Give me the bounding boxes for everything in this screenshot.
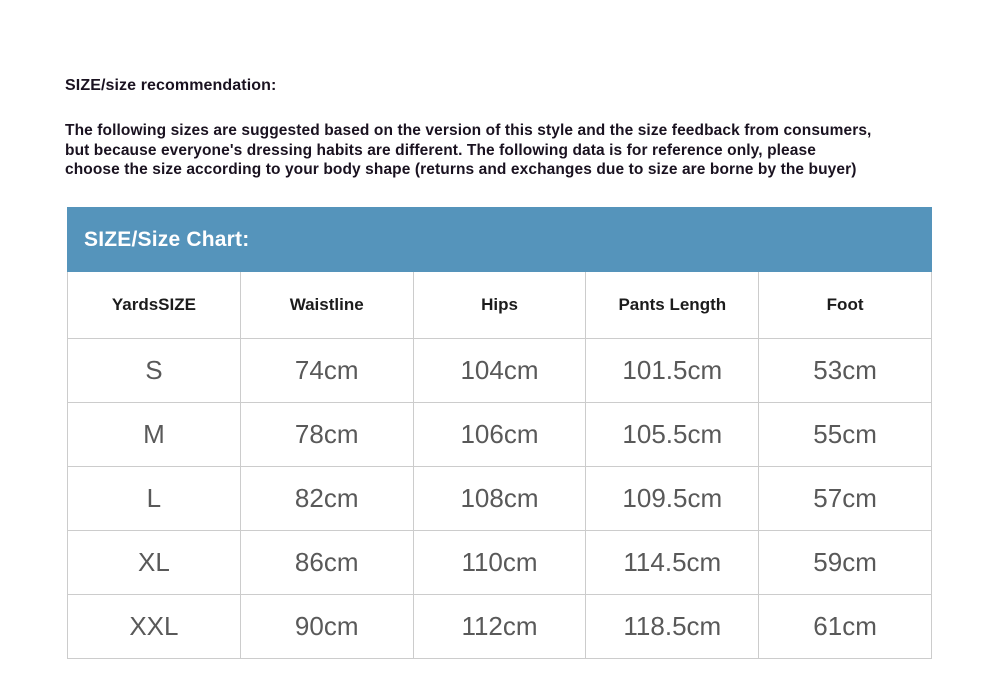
foot-cell: 53cm xyxy=(759,339,932,403)
recommendation-paragraph xyxy=(65,121,955,180)
hips-cell: 106cm xyxy=(413,403,586,467)
size-cell: L xyxy=(68,467,241,531)
waistline-cell: 82cm xyxy=(240,467,413,531)
waistline-cell: 74cm xyxy=(240,339,413,403)
hips-cell: 108cm xyxy=(413,467,586,531)
size-cell: S xyxy=(68,339,241,403)
pants-length-cell: 114.5cm xyxy=(586,531,759,595)
waistline-cell: 90cm xyxy=(240,595,413,659)
column-header-pants-length: Pants Length xyxy=(586,272,759,339)
hips-cell: 112cm xyxy=(413,595,586,659)
recommendation-line-2: but because everyone's dressing habits are different. The following data is for reference only, please xyxy=(65,141,816,159)
recommendation-line-1: The following sizes are suggested based on the version of this style and the size feedback from consumers, xyxy=(65,122,872,139)
size-table-header-row xyxy=(68,272,932,339)
hips-cell: 110cm xyxy=(413,531,586,595)
foot-cell: 57cm xyxy=(759,467,932,531)
pants-length-cell: 105.5cm xyxy=(586,403,759,467)
column-header-yards-size: YardsSIZE xyxy=(68,272,241,339)
recommendation-heading: SIZE/size recommendation: xyxy=(65,77,277,94)
waistline-cell: 86cm xyxy=(240,531,413,595)
column-header-waistline: Waistline xyxy=(240,272,413,339)
hips-cell: 104cm xyxy=(413,339,586,403)
size-cell: XL xyxy=(68,531,241,595)
table-row-xxl xyxy=(68,595,932,659)
pants-length-cell: 118.5cm xyxy=(586,595,759,659)
size-cell: M xyxy=(68,403,241,467)
foot-cell: 55cm xyxy=(759,403,932,467)
size-chart-title: SIZE/Size Chart: xyxy=(84,227,250,251)
recommendation-line-3: choose the size according to your body shape (returns and exchanges due to size are borne by the buyer) xyxy=(65,161,857,179)
table-row-xl xyxy=(68,531,932,595)
foot-cell: 61cm xyxy=(759,595,932,659)
size-cell: XXL xyxy=(68,595,241,659)
waistline-cell: 78cm xyxy=(240,403,413,467)
size-chart-title-bar xyxy=(67,207,932,272)
column-header-hips: Hips xyxy=(413,272,586,339)
column-header-foot: Foot xyxy=(759,272,932,339)
table-row-s xyxy=(68,339,932,403)
foot-cell: 59cm xyxy=(759,531,932,595)
table-row-m xyxy=(68,403,932,467)
size-table xyxy=(67,272,932,659)
table-row-l xyxy=(68,467,932,531)
pants-length-cell: 109.5cm xyxy=(586,467,759,531)
pants-length-cell: 101.5cm xyxy=(586,339,759,403)
